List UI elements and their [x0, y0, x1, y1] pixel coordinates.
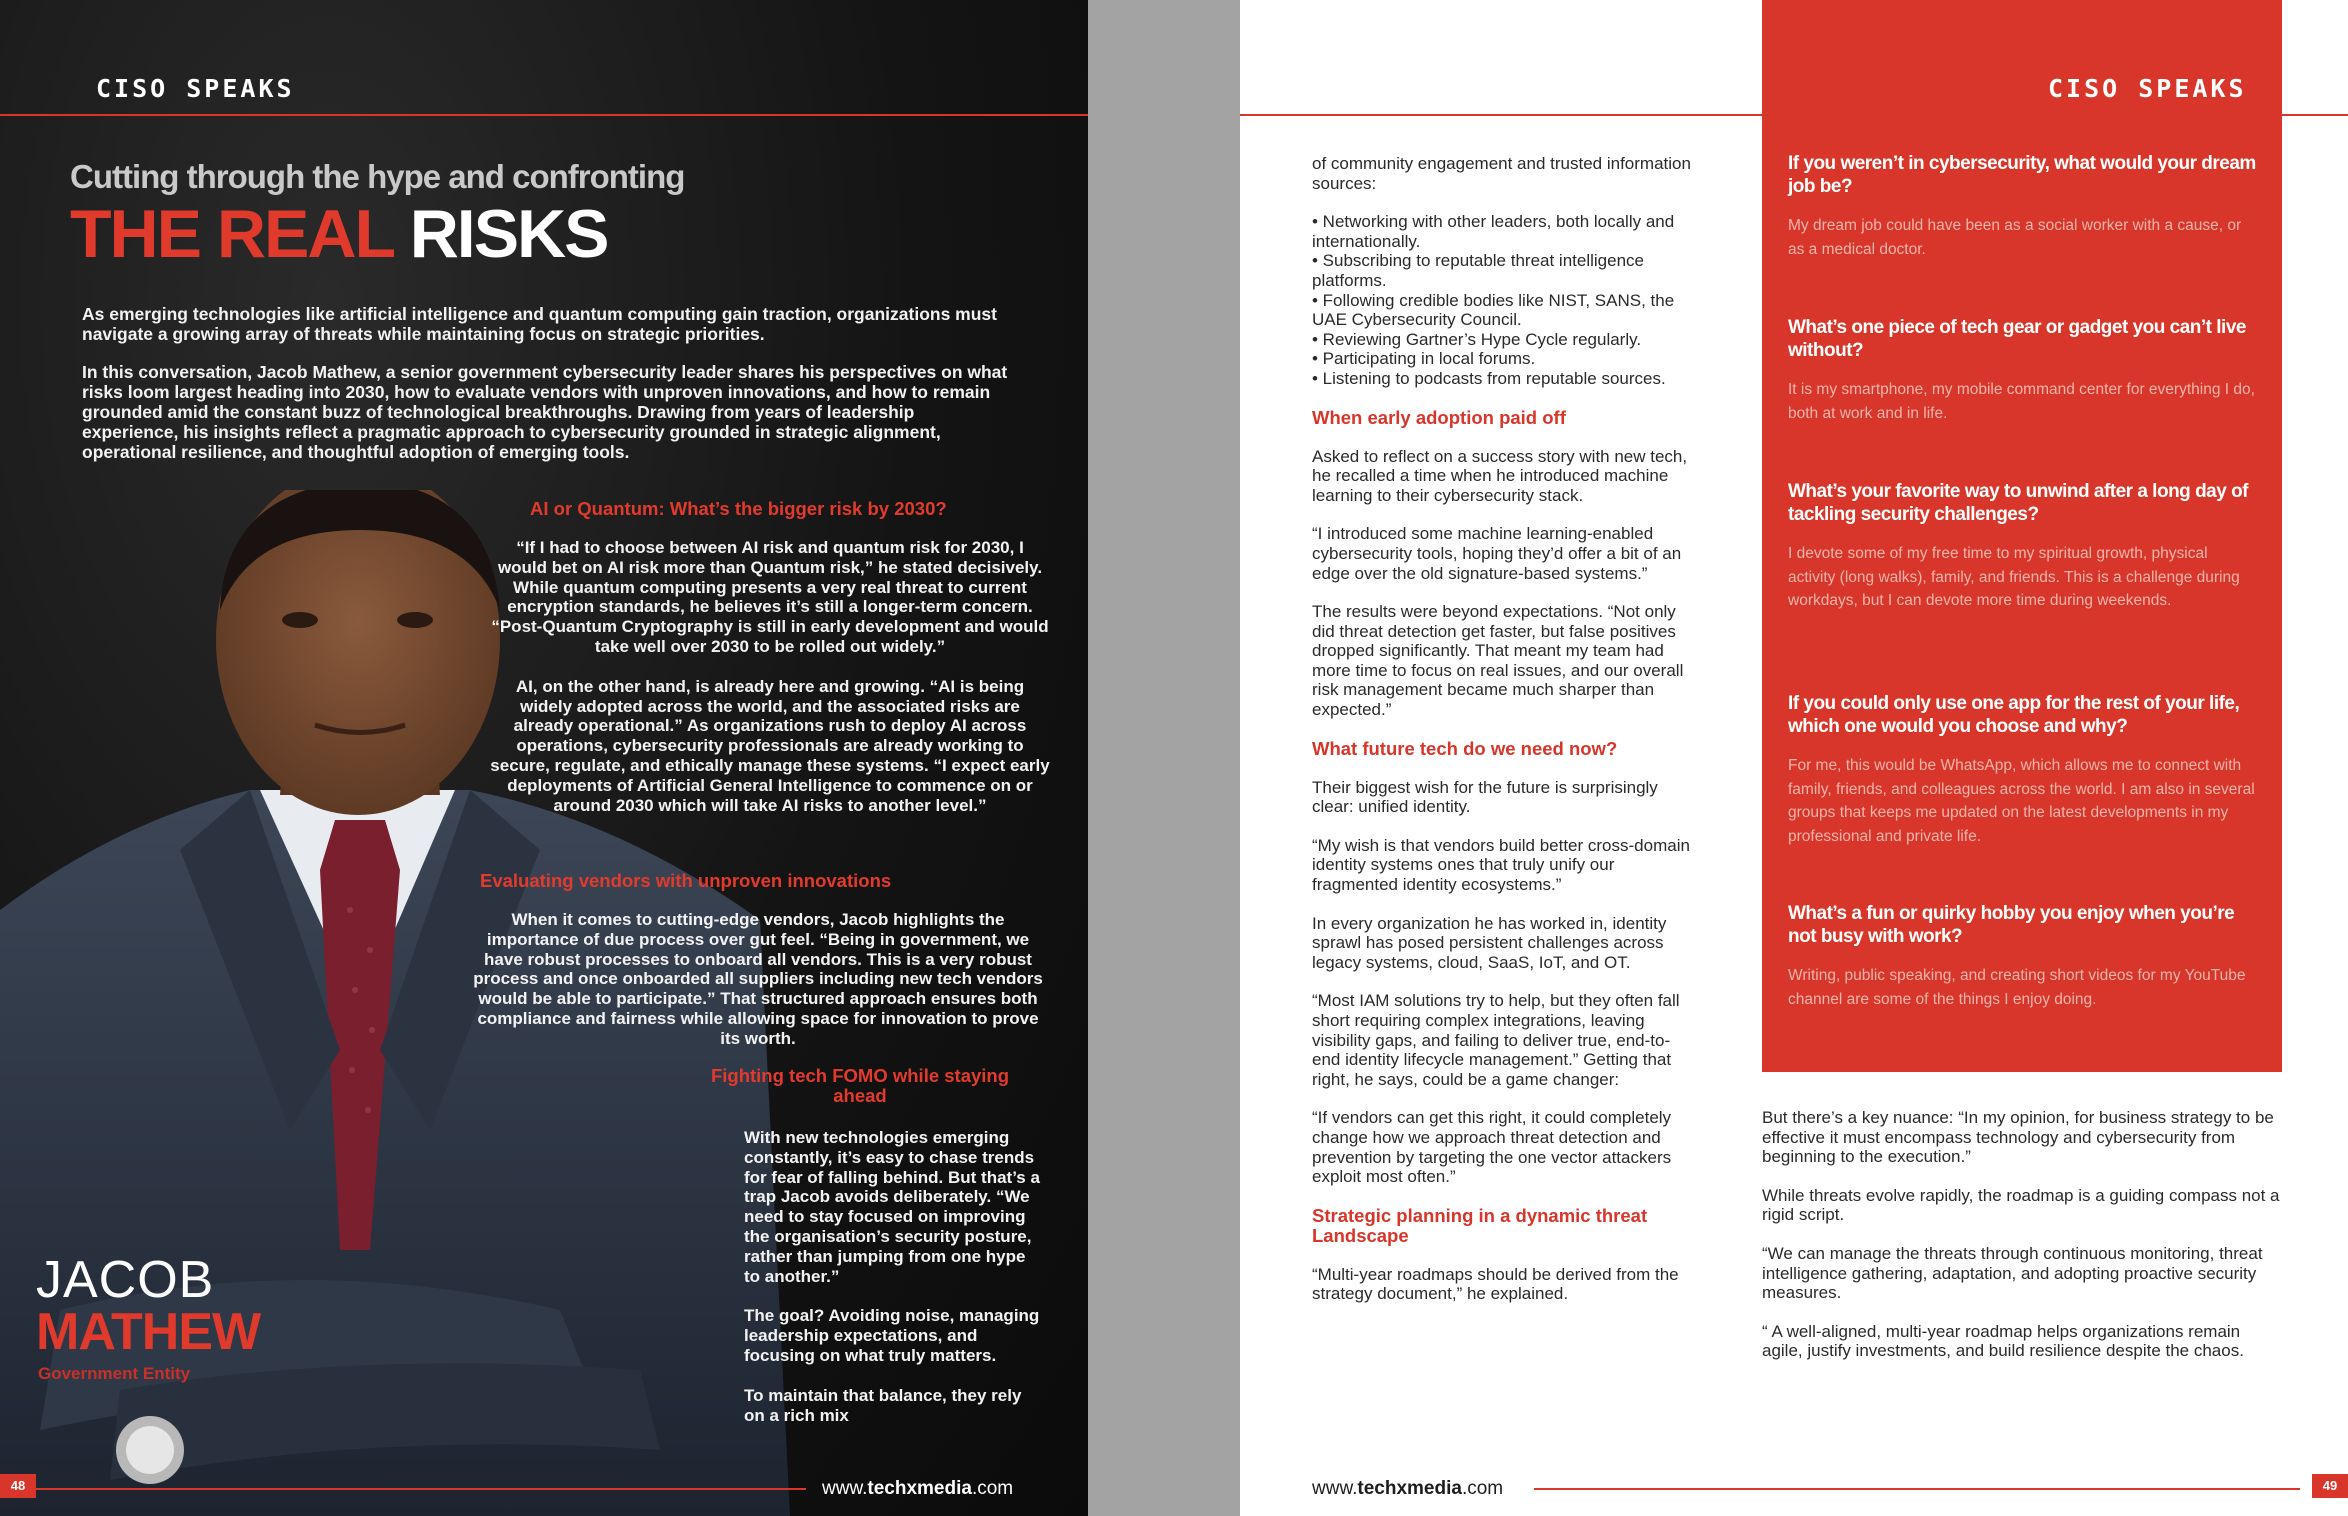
paragraph: While threats evolve rapidly, the roadmap is a guiding compass not a rigid script.	[1762, 1185, 2280, 1225]
website-url[interactable]	[822, 1478, 1013, 1500]
subhead-future-tech: What future tech do we need now?	[1312, 737, 1618, 759]
qa-question: What’s a fun or quirky hobby you enjoy when you’re not busy with work?	[1788, 903, 2235, 947]
url-prefix: www.	[1312, 1478, 1358, 1499]
headline-red: THE REAL	[70, 196, 393, 272]
paragraph: “If vendors can get this right, it could completely change how we approach threat detection and prevention by targeting the one vector attackers exploit most often.”	[1312, 1108, 1672, 1187]
qa-question: If you weren’t in cybersecurity, what would your dream job be?	[1788, 153, 2256, 197]
paragraph: “We can manage the threats through continuous monitoring, threat intelligence gathering, adaptation, and adopting proactive security measures.	[1762, 1243, 2263, 1303]
paragraph: In every organization he has worked in, identity sprawl has posed persistent challenges across legacy systems, cloud, SaaS, IoT, and OT.	[1312, 913, 1667, 972]
footer-rule	[1534, 1488, 2300, 1490]
qa-question: What’s one piece of tech gear or gadget you can’t live without?	[1788, 317, 2246, 361]
paragraph: “Multi-year roadmaps should be derived from the strategy document,” he explained.	[1312, 1264, 1679, 1304]
right-column-1	[1312, 154, 1694, 1323]
subhead-early-adoption: When early adoption paid off	[1312, 406, 1566, 428]
paragraph: Their biggest wish for the future is surprisingly clear: unified identity.	[1312, 777, 1658, 817]
page-gutter	[1088, 0, 1240, 1516]
person-last-name: MATHEW	[36, 1303, 261, 1361]
paragraph: AI, on the other hand, is already here and growing. “AI is being widely adopted across the world, and the associated risks are already operational.” As organizations rush to deploy AI across operations, cybersecurity professionals are already working to secure, regulate, and ethically manage these systems. “I expect early deployments of Artificial General Intelligence to commence on or around 2030 which will take AI risks to another level.”	[490, 676, 1050, 815]
qa-answer: My dream job could have been as a social worker with a cause, or as a medical doctor.	[1788, 217, 2242, 258]
list-item: • Listening to podcasts from reputable sources.	[1312, 368, 1666, 388]
fomo-text	[744, 1128, 1044, 1425]
paragraph: “If I had to choose between AI risk and quantum risk for 2030, I would bet on AI risk more than Quantum risk,” he stated decisively. While quantum computing presents a very real threat to current encryption standards, he believes it’s still a longer-term concern. “Post-Quantum Cryptography is still in early development and would take well over 2030 to be rolled out widely.”	[491, 538, 1049, 656]
footer-rule	[36, 1488, 806, 1490]
section-label: CISO SPEAKS	[2048, 74, 2247, 103]
paragraph: “Most IAM solutions try to help, but they often fall short requiring complex integrations, leaving visibility gaps, and failing to deliver true, end-to-end identity lifecycle management.” Getting that right, he says, could be a game changer:	[1312, 991, 1680, 1089]
page-number: 48	[0, 1474, 36, 1498]
qa-answer: I devote some of my free time to my spiritual growth, physical activity (long walks), family, and friends. This is a challenge during workdays, but I can devote more time during weekends.	[1788, 545, 2240, 609]
intro-paragraph-2: In this conversation, Jacob Mathew, a senior government cybersecurity leader shares his perspectives on what risks loom largest heading into 2030, how to evaluate vendors with unproven innovations, and how to remain grounded amid the constant buzz of technological breakthroughs. Drawing from years of leadership experience, his insights reflect a pragmatic approach to cybersecurity grounded in strategic alignment, operational resilience, and thoughtful adoption of emerging tools.	[82, 362, 1008, 462]
url-brand: techxmedia	[867, 1478, 972, 1499]
right-column-2	[1762, 1108, 2282, 1380]
paragraph: “ A well-aligned, multi-year roadmap helps organizations remain agile, justify investments, and build resilience despite the chaos.	[1762, 1321, 2244, 1361]
qa-question: What’s your favorite way to unwind after a long day of tackling security challenges?	[1788, 481, 2249, 525]
page-number: 49	[2312, 1474, 2348, 1498]
headline-white: RISKS	[409, 196, 608, 272]
qa-item	[1788, 152, 2258, 261]
list-item: • Following credible bodies like NIST, SANS, the UAE Cybersecurity Council.	[1312, 290, 1675, 330]
person-role: Government Entity	[38, 1364, 191, 1383]
qa-item	[1788, 902, 2258, 1011]
header-rule	[0, 114, 1088, 116]
qa-answer: For me, this would be WhatsApp, which allows me to connect with family, friends, and colleagues across the world. I am also in several groups that keeps me updated on the latest developments in my professional and private life.	[1788, 757, 2255, 845]
qa-item	[1788, 316, 2258, 425]
url-suffix: .com	[1461, 1478, 1504, 1499]
qa-answer: It is my smartphone, my mobile command center for everything I do, both at work and in life.	[1788, 381, 2255, 422]
website-url[interactable]	[1312, 1478, 1503, 1500]
article-kicker: Cutting through the hype and confronting	[70, 158, 685, 195]
left-page	[0, 0, 1088, 1516]
url-suffix: .com	[971, 1478, 1014, 1499]
subhead-strategic-planning: Strategic planning in a dynamic threat Landscape	[1312, 1204, 1648, 1246]
paragraph: With new technologies emerging constantly, it’s easy to chase trends for fear of falling behind. But that’s a trap Jacob avoids deliberately. “We need to stay focused on improving the organisation’s security posture, rather than jumping from one hype to another.”	[744, 1128, 1040, 1286]
ai-quantum-text	[490, 538, 1050, 815]
paragraph: The goal? Avoiding noise, managing leadership expectations, and focusing on what truly matters.	[744, 1306, 1040, 1365]
header-rule	[1240, 114, 1762, 116]
subhead-vendors: Evaluating vendors with unproven innovations	[480, 870, 892, 891]
subhead-fomo: Fighting tech FOMO while staying ahead	[710, 1065, 1010, 1106]
paragraph: The results were beyond expectations. “Not only did threat detection get faster, but false positives dropped significantly. That meant my team had more time to focus on real issues, and our overall risk management became much sharper than expected.”	[1312, 602, 1684, 720]
qa-answer: Writing, public speaking, and creating short videos for my YouTube channel are some of the things I enjoy doing.	[1788, 967, 2246, 1008]
list-item: • Networking with other leaders, both locally and internationally.	[1312, 212, 1675, 251]
subhead-ai-quantum: AI or Quantum: What’s the bigger risk by 2030?	[530, 498, 947, 519]
list-item: • Subscribing to reputable threat intelligence platforms.	[1312, 251, 1644, 290]
vendors-text: When it comes to cutting-edge vendors, Jacob highlights the importance of due process over gut feel. “Being in government, we have robust processes to onboard all vendors. This is a very robust process and once onboarded all suppliers including new tech vendors would be able to participate.” That structured approach ensures both compliance and fairness while allowing space for innovation to prove its worth.	[473, 910, 1043, 1048]
list-item: • Reviewing Gartner’s Hype Cycle regularly.	[1312, 329, 1642, 349]
qa-question: If you could only use one app for the rest of your life, which one would you choose and why?	[1788, 693, 2240, 737]
qa-item	[1788, 480, 2258, 613]
right-page	[1240, 0, 2348, 1516]
intro-paragraph-1: As emerging technologies like artificial intelligence and quantum computing gain traction, organizations must navigate a growing array of threats while maintaining focus on strategic priorities.	[82, 304, 997, 344]
header-rule-end	[2282, 114, 2348, 116]
paragraph: Asked to reflect on a success story with new tech, he recalled a time when he introduced machine learning to their cybersecurity stack.	[1312, 446, 1688, 505]
url-brand: techxmedia	[1357, 1478, 1462, 1499]
paragraph: of community engagement and trusted information sources:	[1312, 154, 1691, 193]
paragraph: “I introduced some machine learning-enabled cybersecurity tools, hoping they’d offer a bit of an edge over the old signature-based systems.”	[1312, 524, 1682, 583]
article-headline	[70, 196, 608, 272]
section-label: CISO SPEAKS	[96, 74, 295, 103]
source-list	[1312, 212, 1694, 388]
qa-item	[1788, 692, 2258, 848]
person-first-name: JACOB	[36, 1251, 215, 1309]
paragraph: To maintain that balance, they rely on a rich mix	[744, 1385, 1022, 1425]
list-item: • Participating in local forums.	[1312, 349, 1536, 369]
paragraph: But there’s a key nuance: “In my opinion, for business strategy to be effective it must encompass technology and cybersecurity from beginning to the execution.”	[1762, 1108, 2274, 1167]
url-prefix: www.	[822, 1478, 868, 1499]
paragraph: “My wish is that vendors build better cross-domain identity systems ones that truly unify our fragmented identity ecosystems.”	[1312, 835, 1690, 895]
